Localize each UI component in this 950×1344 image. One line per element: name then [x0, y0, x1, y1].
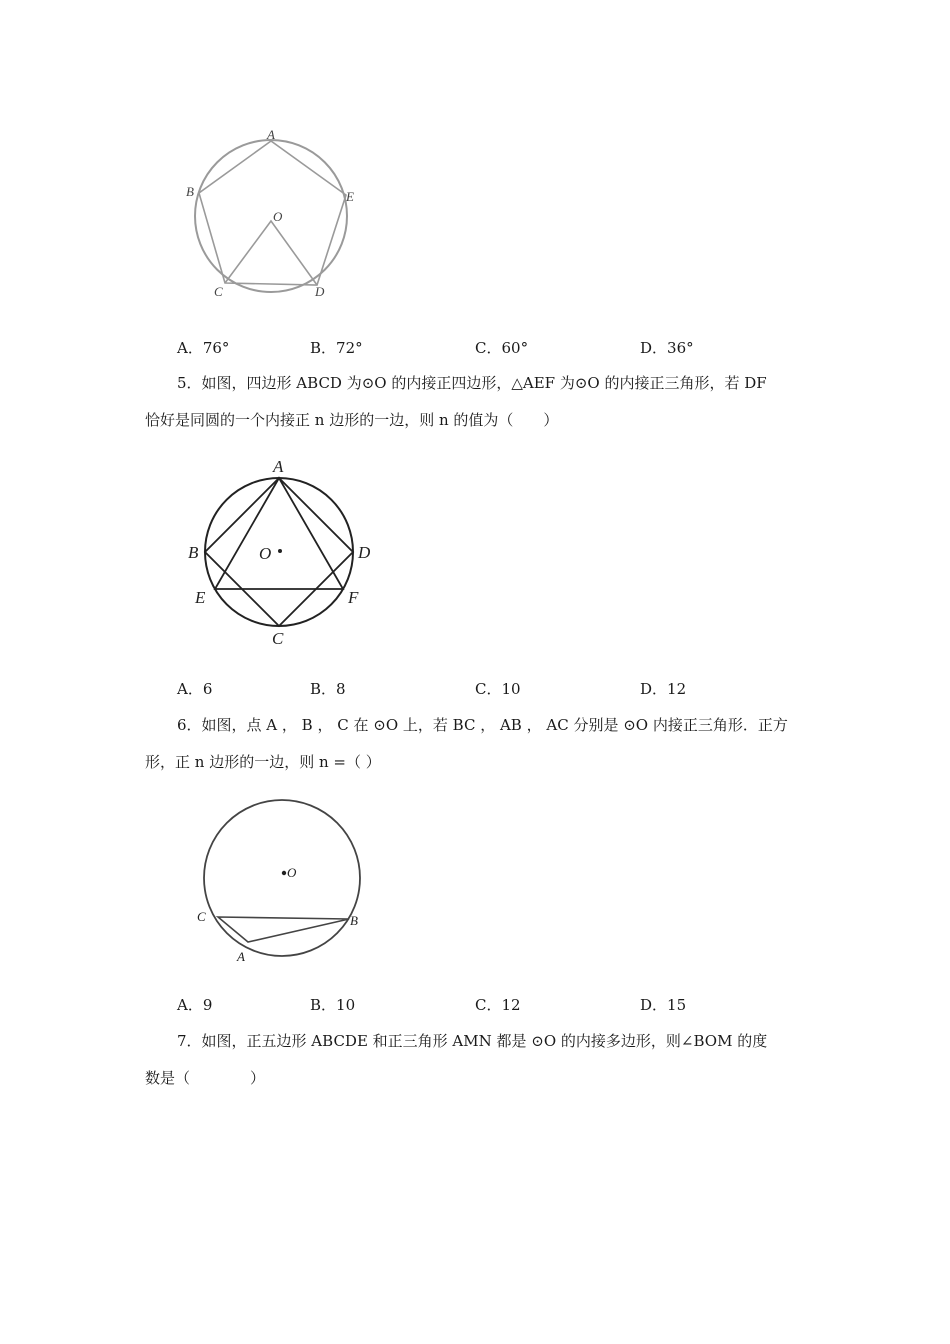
figure-chords	[190, 785, 375, 970]
q6-option-c[interactable]: C．12	[475, 996, 521, 1014]
circle-o	[195, 140, 347, 292]
q7-stem-line2: 数是（ ）	[145, 1069, 266, 1087]
q4-option-c[interactable]: C．60°	[475, 339, 529, 357]
figure-square-triangle	[182, 455, 382, 650]
label-e: E	[346, 189, 354, 204]
label-a: A	[267, 127, 275, 142]
label-c: C	[272, 629, 284, 648]
triangle-aef	[215, 478, 343, 589]
q6-stem-line2: 形，正 n 边形的一边，则 n =（ ）	[145, 753, 381, 771]
label-f: F	[348, 588, 359, 607]
label-b: B	[186, 184, 194, 199]
q5-option-a[interactable]: A．6	[177, 680, 213, 698]
label-o: O	[259, 544, 272, 563]
label-d: D	[358, 543, 371, 562]
angle-cod	[225, 221, 317, 285]
q4-option-a[interactable]: A．76°	[177, 339, 230, 357]
q5-option-d[interactable]: D．12	[640, 680, 687, 698]
q7-stem-line1: 7．如图，正五边形 ABCDE 和正三角形 AMN 都是 ⊙O 的内接多边形，则∠BOM 的度	[177, 1032, 768, 1050]
label-c: C	[214, 284, 223, 299]
center-dot	[278, 549, 282, 553]
center-dot	[282, 871, 286, 875]
figure-pentagon	[180, 125, 370, 305]
q5-stem-line1: 5．如图，四边形 ABCD 为⊙O 的内接正四边形，△AEF 为⊙O 的内接正三角形，若 DF	[177, 374, 767, 392]
q6-option-d[interactable]: D．15	[640, 996, 687, 1014]
q6-stem-line1: 6．如图，点 A ， B ， C 在 ⊙O 上，若 BC ， AB ， AC 分别是 ⊙O 内接正三角形．正方	[177, 716, 788, 734]
q5-option-c[interactable]: C．10	[475, 680, 521, 698]
label-b: B	[188, 543, 199, 562]
label-a: A	[237, 949, 245, 964]
label-e: E	[195, 588, 206, 607]
label-d: D	[315, 284, 325, 299]
q6-option-b[interactable]: B．10	[310, 996, 356, 1014]
q6-option-a[interactable]: A．9	[177, 996, 213, 1014]
q5-options	[0, 678, 950, 700]
label-a: A	[273, 457, 284, 476]
q6-options	[0, 994, 950, 1016]
q4-option-d[interactable]: D．36°	[640, 339, 694, 357]
q4-options	[0, 337, 950, 359]
q4-option-b[interactable]: B．72°	[310, 339, 363, 357]
label-b: B	[350, 913, 358, 928]
label-o: O	[287, 865, 297, 880]
label-c: C	[197, 909, 206, 924]
q5-stem-line2: 恰好是同圆的一个内接正 n 边形的一边，则 n 的值为（ ）	[145, 411, 559, 429]
circle-o	[204, 800, 360, 956]
triangle-abc	[218, 917, 349, 942]
q5-option-b[interactable]: B．8	[310, 680, 346, 698]
label-o: O	[273, 209, 283, 224]
